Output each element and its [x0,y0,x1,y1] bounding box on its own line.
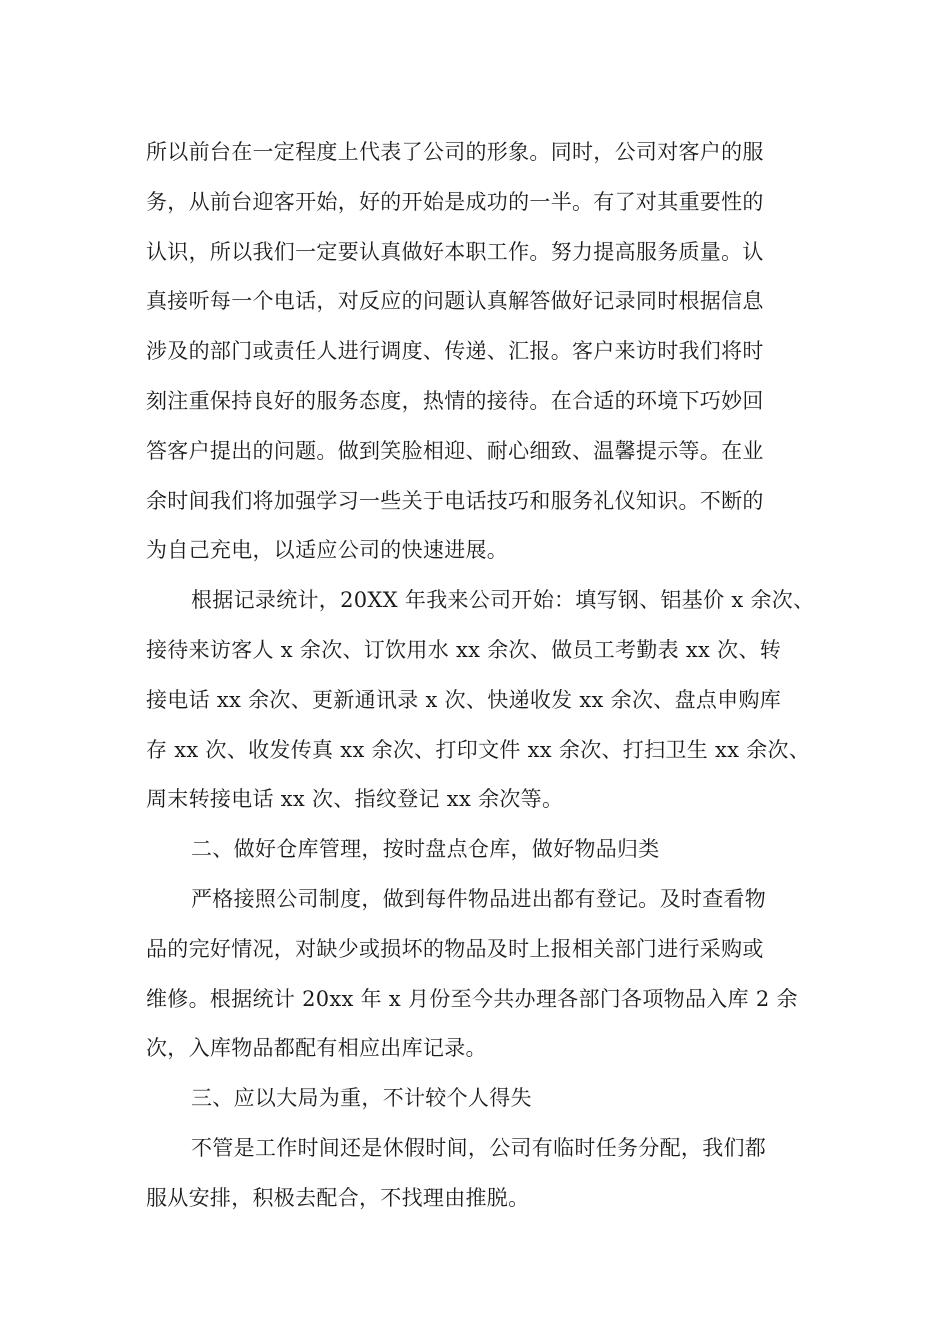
text-line: 答客户提出的问题。做到笑脸相迎、耐心细致、温馨提示等。在业 [146,438,764,463]
document-body [146,128,815,1224]
text-line: 余时间我们将加强学习一些关于电话技巧和服务礼仪知识。不断的 [146,488,764,513]
text-line: 务，从前台迎客开始，好的开始是成功的一半。有了对其重要性的 [146,189,764,214]
text-line: 三、应以大局为重，不计较个人得失 [191,1086,532,1111]
text-line: 品的完好情况，对缺少或损坏的物品及时上报相关部门进行采购或 [146,936,764,961]
text-line: 涉及的部门或责任人进行调度、传递、汇报。客户来访时我们将时 [146,339,764,364]
text-line: 二、做好仓库管理，按时盘点仓库，做好物品归类 [191,837,660,862]
text-line: 次，入库物品都配有相应出库记录。 [146,1036,487,1061]
text-line: 刻注重保持良好的服务态度，热情的接待。在合适的环境下巧妙回 [146,388,764,413]
text-line: 认识，所以我们一定要认真做好本职工作。努力提高服务质量。认 [146,239,764,264]
text-line: 维修。根据统计 20xx 年 x 月份至今共办理各部门各项物品入库 2 余 [146,986,798,1011]
text-line: 不管是工作时间还是休假时间，公司有临时任务分配，我们都 [191,1135,767,1160]
text-line: 周末转接电话 xx 次、指纹登记 xx 余次等。 [146,787,564,812]
text-line: 真接听每一个电话，对反应的问题认真解答做好记录同时根据信息 [146,289,764,314]
text-line: 为自己充电，以适应公司的快速进展。 [146,538,509,563]
text-line: 服从安排，积极去配合，不找理由推脱。 [146,1185,530,1210]
text-line: 接电话 xx 余次、更新通讯录 x 次、快递收发 xx 余次、盘点申购库 [146,687,782,712]
text-line: 根据记录统计，20XX 年我来公司开始：填写钢、铝基价 x 余次、 [191,588,815,613]
text-line: 严格接照公司制度，做到每件物品进出都有登记。及时查看物 [191,886,767,911]
text-line: 接待来访客人 x 余次、订饮用水 xx 余次、做员工考勤表 xx 次、转 [146,637,782,662]
text-line: 所以前台在一定程度上代表了公司的形象。同时，公司对客户的服 [146,140,764,164]
text-line: 存 xx 次、收发传真 xx 余次、打印文件 xx 余次、打扫卫生 xx 余次、 [146,737,811,762]
